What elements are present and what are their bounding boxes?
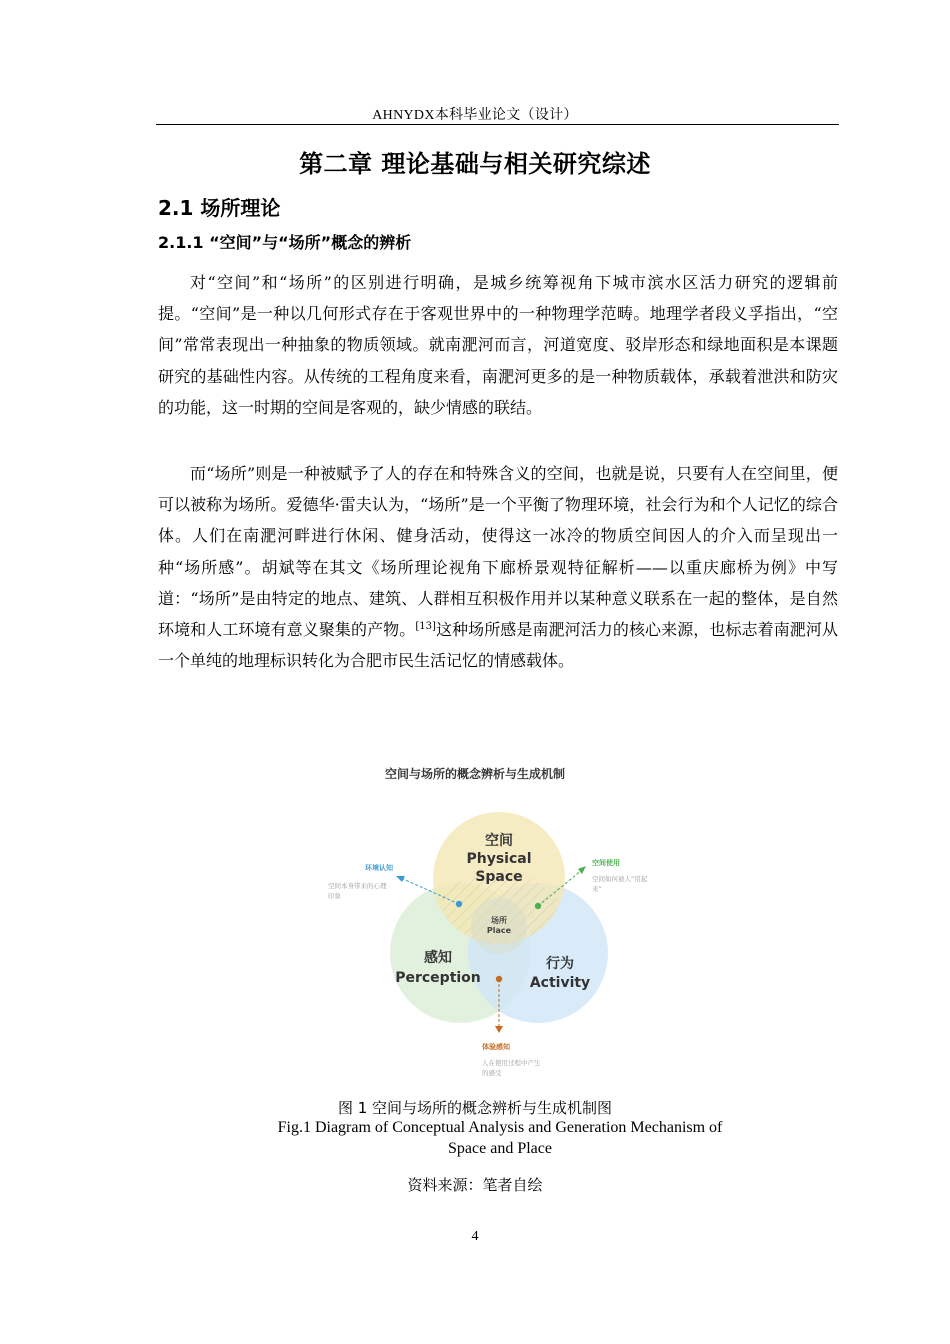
paragraph-1: 对“空间”和“场所”的区别进行明确，是城乡统筹视角下城市滨水区活力研究的逻辑前提。“空间”是一种以几何形式存在于客观世界中的一种物理学范畴。地理学者段义孚指出，“空间”常常表现出一种抽象的物质领域。就南淝河而言，河道宽度、驳岸形态和绿地面积是本课题研究的基础性内容。从传统的工程角度来看，南淝河更多的是一种物质载体，承载着泄洪和防灾的功能，这一时期的空间是客观的，缺少情感的联结。 <box>158 273 838 417</box>
paragraph-2-text-b: 这种场所感是南淝河活力的核心来源，也标志着南淝河从一个单纯的地理标识转化为合肥市民生活记忆的情感载体。 <box>158 620 838 671</box>
paragraph-2 <box>158 458 838 676</box>
dot-exp <box>496 976 502 982</box>
subsection-title: 2.1.1 “空间”与“场所”概念的辨析 <box>158 233 412 252</box>
perception-label-en: Perception <box>395 970 481 986</box>
use-title: 空间使用 <box>592 859 620 867</box>
exp-desc-1: 人在使用过程中产生 <box>482 1059 541 1067</box>
env-desc-2: 印象 <box>328 892 341 900</box>
activity-label-zh: 行为 <box>546 956 574 972</box>
env-desc-1: 空间本身带来的心理 <box>328 882 387 890</box>
place-label-en: Place <box>486 926 512 935</box>
space-label-en-1: Physical <box>466 851 532 867</box>
figure-source: 资料来源：笔者自绘 <box>407 1176 543 1194</box>
perception-label-zh: 感知 <box>424 950 452 966</box>
env-title: 环境认知 <box>365 864 393 872</box>
citation-ref: [13] <box>415 621 436 633</box>
running-header: AHNYDX本科毕业论文（设计） <box>372 108 578 123</box>
page-number: 4 <box>471 1229 479 1244</box>
space-place-diagram <box>310 760 648 1090</box>
place-label-zh: 场所 <box>491 916 507 925</box>
use-desc-2: 来” <box>592 885 602 893</box>
activity-label-en: Activity <box>529 975 591 991</box>
chapter-title: 第二章 理论基础与相关研究综述 <box>299 150 651 178</box>
dot-use <box>535 903 541 909</box>
exp-desc-2: 的感受 <box>482 1069 502 1077</box>
figure-caption-zh: 图 1 空间与场所的概念辨析与生成机制图 <box>337 1099 613 1117</box>
header-rule <box>156 124 839 125</box>
diagram-title: 空间与场所的概念辨析与生成机制 <box>384 767 566 781</box>
section-title: 2.1 场所理论 <box>158 196 281 220</box>
figure-caption-en: Fig.1 Diagram of Conceptual Analysis and Generation Mechanism of Space and Place <box>277 1119 723 1157</box>
paragraph-2-text-a: 而“场所”则是一种被赋予了人的存在和特殊含义的空间，也就是说，只要有人在空间里，便可以被称为场所。爱德华·雷夫认为，“场所”是一个平衡了物理环境，社会行为和个人记忆的综合体。人们在南淝河畔进行休闲、健身活动，使得这一冰冷的物质空间因人的介入而呈现出一种“场所感”。胡斌等在其文《场所理论视角下廊桥景观特征解析——以重庆廊桥为例》中写道：“场所”是由特定的地点、建筑、人群相互积极作用并以某种意义联系在一起的整体，是自然环境和人工环境有意义聚集的产物。 <box>158 464 838 640</box>
use-desc-1: 空间如何被人“用起 <box>592 875 648 883</box>
space-label-en-2: Space <box>475 869 523 885</box>
exp-title: 体验感知 <box>482 1043 510 1051</box>
dot-env <box>456 901 462 907</box>
space-label-zh: 空间 <box>485 833 513 849</box>
